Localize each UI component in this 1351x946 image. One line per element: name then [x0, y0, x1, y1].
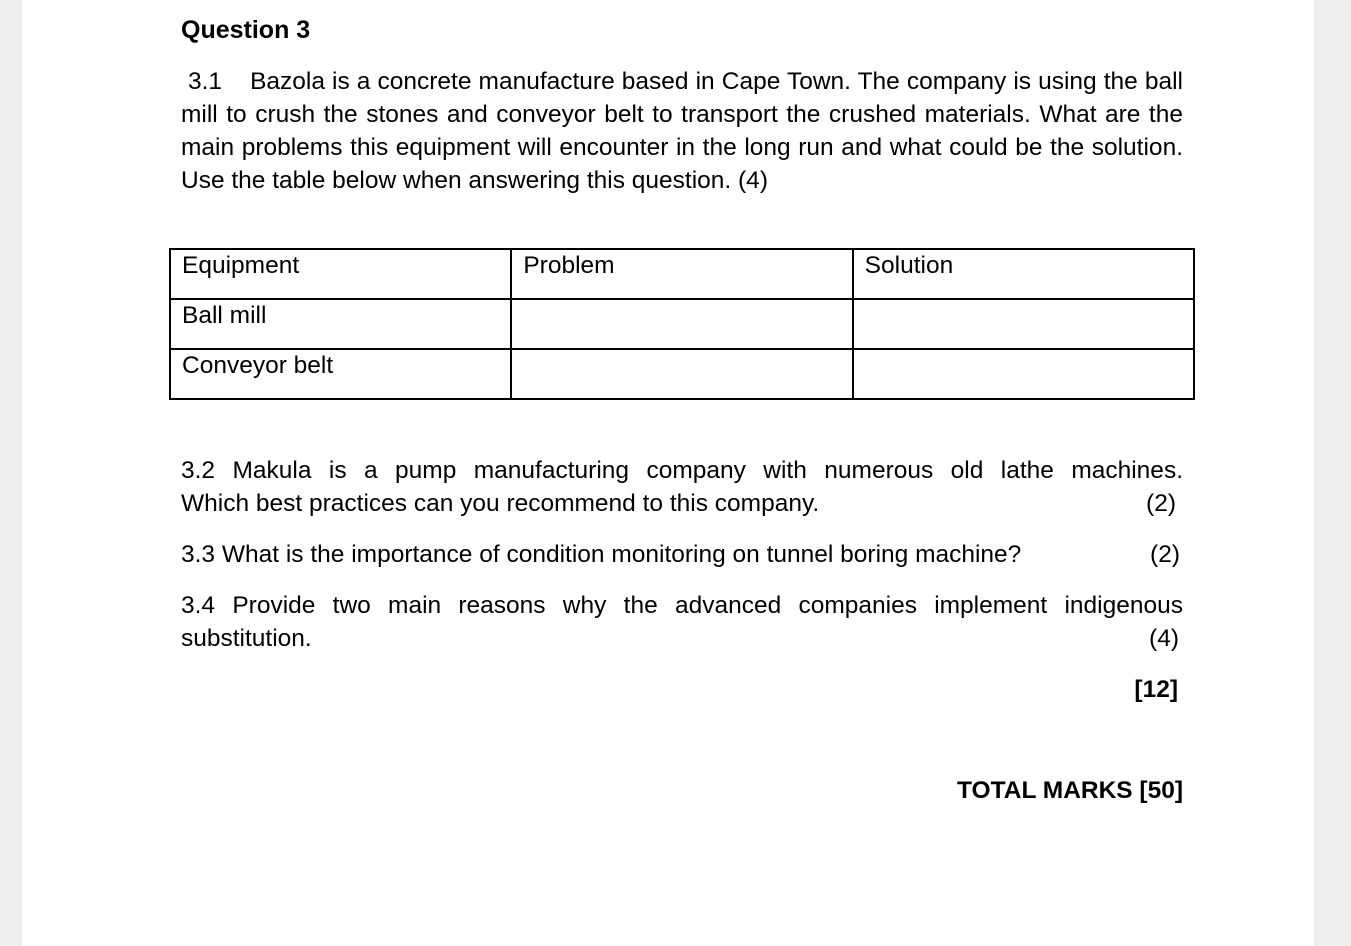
question-3-4-line-2: substitution. [181, 625, 312, 652]
table-header-solution: Solution [853, 249, 1194, 299]
section-total: [12] [1134, 676, 1178, 703]
question-3-1 [181, 65, 1183, 197]
question-heading: Question 3 [181, 16, 311, 44]
question-3-4 [181, 589, 1183, 655]
table-row [170, 349, 1194, 399]
question-3-1-number: 3.1 [188, 68, 223, 95]
question-3-4-marks: (4) [1149, 625, 1179, 652]
table-cell-problem[interactable] [511, 349, 852, 399]
table-row [170, 299, 1194, 349]
question-3-2-line-1: 3.2 Makula is a pump manufacturing company with numerous old lathe machines. [181, 457, 1183, 484]
table-header-row [170, 249, 1194, 299]
table-cell-equipment: Ball mill [170, 299, 511, 349]
table-cell-solution[interactable] [853, 299, 1194, 349]
table-cell-solution[interactable] [853, 349, 1194, 399]
answer-table [169, 248, 1195, 400]
table-cell-equipment: Conveyor belt [170, 349, 511, 399]
table-header-problem: Problem [511, 249, 852, 299]
question-3-3 [181, 538, 1183, 571]
document-page [22, 0, 1314, 946]
question-3-3-marks: (2) [1150, 541, 1180, 568]
question-3-3-text: 3.3 What is the importance of condition monitoring on tunnel boring machine? [181, 541, 1022, 568]
question-3-4-line-1: 3.4 Provide two main reasons why the advanced companies implement indigenous [181, 592, 1183, 619]
question-3-1-text: Bazola is a concrete manufacture based in Cape Town. The company is using the ball mill to crush the stones and conveyor belt to transport the crushed materials. What are the main problems this equipment will encounter in the long run and what could be the solution. Use the table below when answering this question. (4) [181, 68, 1183, 194]
question-3-2 [181, 454, 1183, 520]
table-cell-problem[interactable] [511, 299, 852, 349]
table-header-equipment: Equipment [170, 249, 511, 299]
question-3-2-line-2: Which best practices can you recommend to this company. [181, 490, 820, 517]
question-3-2-marks: (2) [1146, 490, 1176, 517]
total-marks: TOTAL MARKS [50] [957, 777, 1183, 804]
